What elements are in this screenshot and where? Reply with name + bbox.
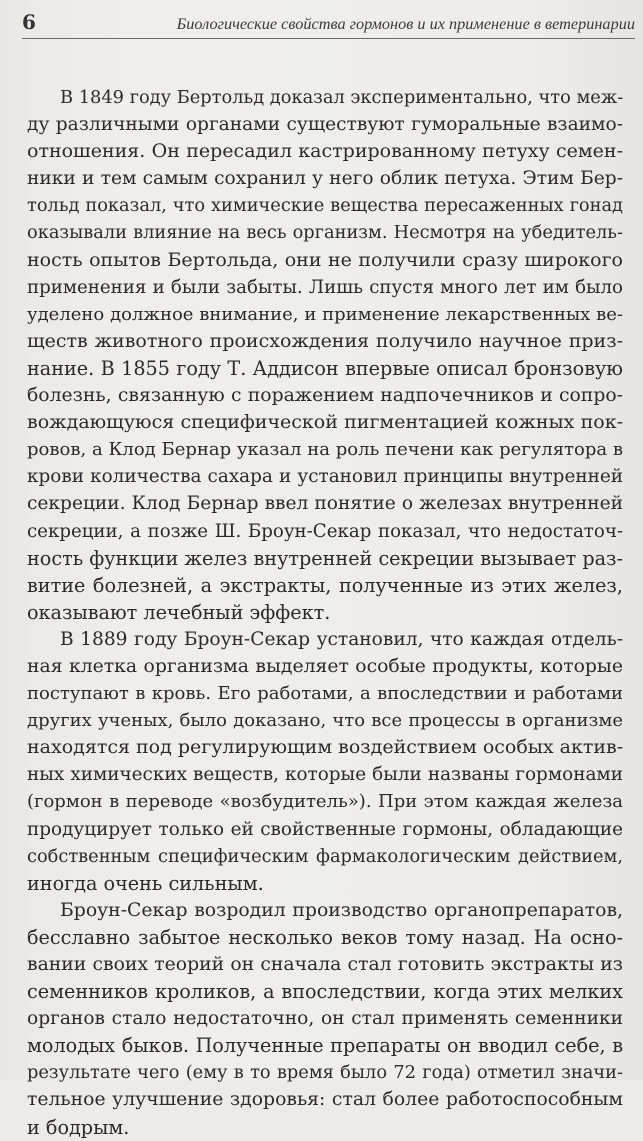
text-line: тольд показал, что химические вещества пересаженных гонад [27,195,623,217]
text-line: уделено должное внимание, и применение лекарственных ве- [27,303,623,325]
text-line: ная клетка организма выделяет особые продукты, которые [27,655,623,677]
text-line: оказывали влияние на весь организм. Несмотря на убедитель- [27,222,623,244]
text-line: оказывают лечебный эффект. [27,600,331,624]
text-line: витие болезней, а экстракты, полученные из этих желез, [27,573,623,597]
text-line: органов стало недостаточно, он стал применять семенники [27,1008,623,1030]
text-line: бесславно забытое несколько веков тому назад. На осно- [27,925,623,949]
text-line: Броун-Секар возродил производство органопрепаратов, [60,899,623,921]
text-line: ровов, а Клод Бернар указал на роль печени как регулятора в [27,439,623,461]
paragraph [27,897,623,1141]
text-line: молодых быков. Полученные препараты он вводил себе, в [27,1034,623,1058]
text-line: ность функции желез внутренней секреции вызывает раз- [27,546,623,570]
text-line: ду различными органами существуют гуморальные взаимо- [27,114,623,136]
text-line: ность опытов Бертольда, они не получили сразу широкого [27,248,623,271]
text-line: других ученых, было доказано, что все процессы в организме [27,710,623,732]
paragraph [27,626,623,897]
text-line: поступают в кровь. Его работами, а впоследствии и работами [27,683,623,705]
text-line: В 1889 году Броун-Секар установил, что каждая отдель- [60,628,623,650]
text-line: находятся под регулирующим воздействием особых актив- [27,736,624,759]
text-line: и бодрым. [27,1115,130,1139]
text-line: семенников кроликов, а впоследствии, когда этих мелких [27,980,623,1004]
paragraph [27,84,623,626]
body-text [27,84,623,1141]
text-line: отношения. Он пересадил кастрированному петуху семен- [27,140,623,163]
page-number: 6 [22,10,36,34]
text-line: вождающуюся специфической пигментацией кожных пок- [27,411,623,434]
text-line: вании своих теорий он сначала стал готовить экстракты из [27,954,623,975]
text-line: ных химических веществ, которые были названы гормонами [27,764,623,786]
text-line: иногда очень сильным. [27,871,264,895]
text-line: В 1849 году Бертольд доказал экспериментально, что меж- [60,87,624,108]
text-line: собственным специфическим фармакологическим действием, [27,845,623,867]
text-line: результате чего (ему в то время было 72 года) отметил значи- [27,1062,623,1084]
running-title: Биологические свойства гормонов и их применение в ветеринарии [176,14,635,33]
text-line: применения и были забыты. Лишь спустя много лет им было [27,276,623,298]
text-line: (гормон в переводе «возбудитель»). При этом каждая железа [27,791,623,813]
text-line: крови количества сахара и установил принципы внутренней [27,466,623,488]
text-line: секреции, а позже Ш. Броун-Секар показал, что недостаточ- [27,520,623,542]
text-line: секреции. Клод Бернар ввел понятие о железах внутренней [27,493,623,515]
text-line: тельное улучшение здоровья: стал более работоспособным [27,1089,623,1111]
text-line: нание. В 1855 году Т. Аддисон впервые описал бронзовую [27,356,623,380]
text-line: ществ животного происхождения получило научное приз- [27,329,623,352]
text-line: ники и тем самым сохранил у него облик петуха. Этим Бер- [27,168,623,190]
text-line: болезнь, связанную с поражением надпочечников и сопро- [27,385,623,407]
text-line: продуцирует только ей свойственные гормоны, обладающие [27,818,623,840]
running-header [22,8,635,39]
